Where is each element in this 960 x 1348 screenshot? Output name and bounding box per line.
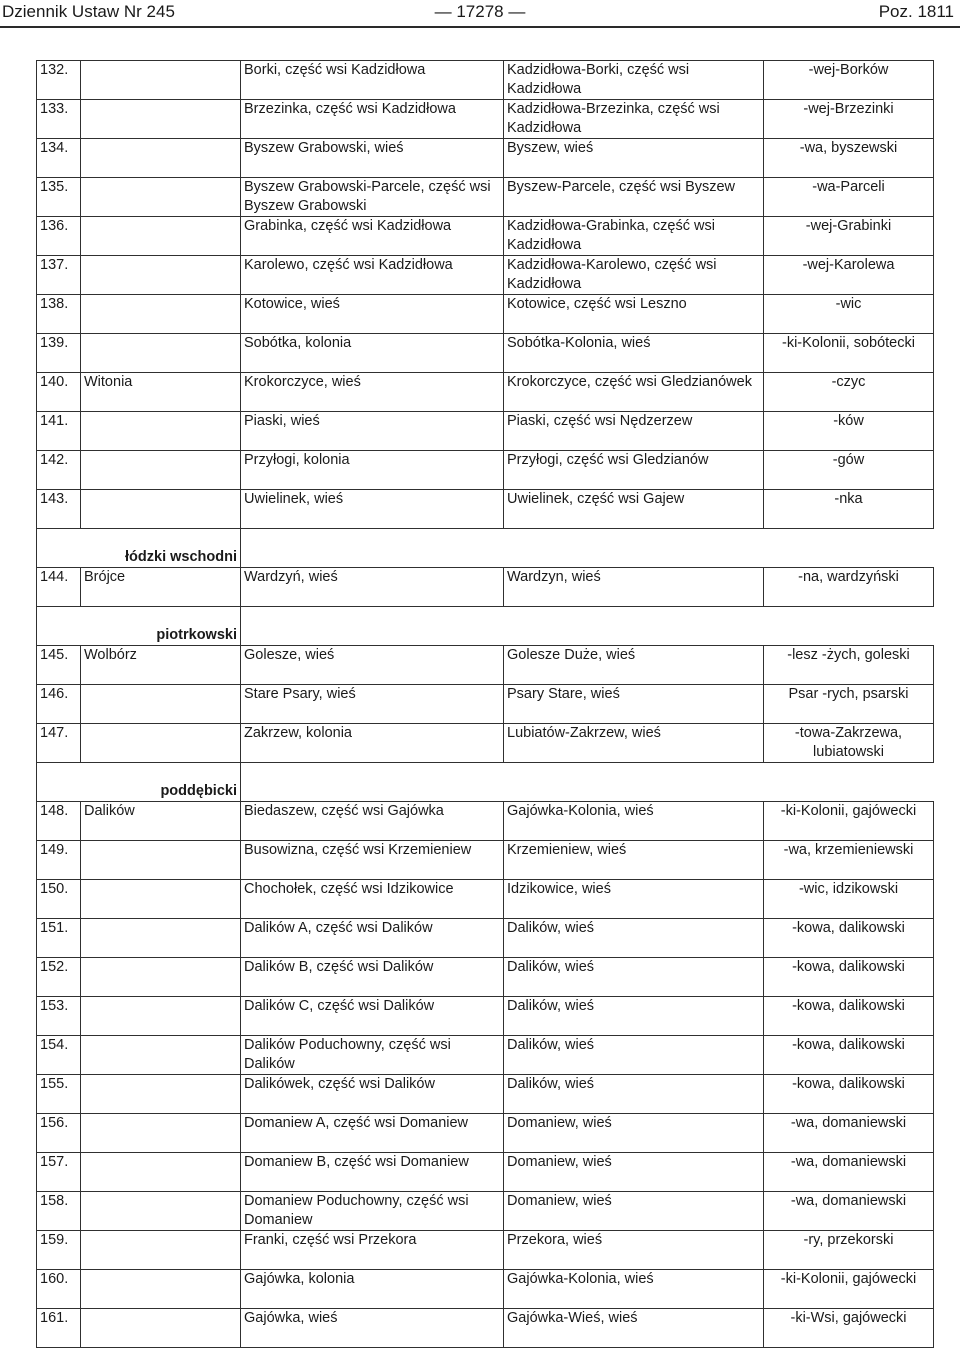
table-row	[37, 1192, 934, 1231]
suffix-cell: -lesz -żych, goleski	[764, 646, 934, 685]
municipality-cell	[81, 334, 241, 373]
old-name-cell: Busowizna, część wsi Krzemieniew	[241, 841, 504, 880]
suffix-cell: -kowa, dalikowski	[764, 958, 934, 997]
new-name-cell: Przyłogi, część wsi Gledzianów	[504, 451, 764, 490]
municipality-cell	[81, 841, 241, 880]
suffix-cell: -ki-Wsi, gajówecki	[764, 1309, 934, 1348]
suffix-cell: -kowa, dalikowski	[764, 1036, 934, 1075]
suffix-cell: -wej-Borków	[764, 61, 934, 100]
new-name-cell: Byszew-Parcele, część wsi Byszew	[504, 178, 764, 217]
municipality-cell	[81, 1114, 241, 1153]
row-number: 132.	[37, 61, 81, 100]
table-row	[37, 256, 934, 295]
row-number: 157.	[37, 1153, 81, 1192]
row-number: 143.	[37, 490, 81, 529]
section-fill	[241, 607, 934, 646]
municipality-cell	[81, 451, 241, 490]
municipality-cell	[81, 1153, 241, 1192]
old-name-cell: Domaniew B, część wsi Domaniew	[241, 1153, 504, 1192]
journal-title: Dziennik Ustaw Nr 245	[2, 2, 175, 21]
suffix-cell: -ki-Kolonii, gajówecki	[764, 802, 934, 841]
row-number: 145.	[37, 646, 81, 685]
section-row	[37, 529, 934, 568]
old-name-cell: Uwielinek, wieś	[241, 490, 504, 529]
row-number: 152.	[37, 958, 81, 997]
suffix-cell: -ki-Kolonii, sobótecki	[764, 334, 934, 373]
municipality-cell	[81, 139, 241, 178]
row-number: 137.	[37, 256, 81, 295]
municipality-cell	[81, 490, 241, 529]
suffix-cell: -wej-Brzezinki	[764, 100, 934, 139]
page-number: — 17278 —	[434, 2, 526, 21]
new-name-cell: Psary Stare, wieś	[504, 685, 764, 724]
new-name-cell: Domaniew, wieś	[504, 1192, 764, 1231]
row-number: 147.	[37, 724, 81, 763]
row-number: 151.	[37, 919, 81, 958]
suffix-cell: -wic	[764, 295, 934, 334]
table-row	[37, 919, 934, 958]
municipality-cell	[81, 1075, 241, 1114]
table-row	[37, 178, 934, 217]
old-name-cell: Zakrzew, kolonia	[241, 724, 504, 763]
table-row	[37, 451, 934, 490]
old-name-cell: Byszew Grabowski-Parcele, część wsi Byszew Grabowski	[241, 178, 504, 217]
municipality-cell: Witonia	[81, 373, 241, 412]
table-row	[37, 1036, 934, 1075]
table-row	[37, 412, 934, 451]
new-name-cell: Dalików, wieś	[504, 1036, 764, 1075]
old-name-cell: Sobótka, kolonia	[241, 334, 504, 373]
municipality-cell	[81, 958, 241, 997]
new-name-cell: Kadzidłowa-Karolewo, część wsi Kadzidłowa	[504, 256, 764, 295]
table-row	[37, 802, 934, 841]
row-number: 141.	[37, 412, 81, 451]
table-row	[37, 1309, 934, 1348]
row-number: 154.	[37, 1036, 81, 1075]
row-number: 149.	[37, 841, 81, 880]
municipality-cell: Brójce	[81, 568, 241, 607]
suffix-cell: -ry, przekorski	[764, 1231, 934, 1270]
row-number: 134.	[37, 139, 81, 178]
old-name-cell: Krokorczyce, wieś	[241, 373, 504, 412]
municipality-cell	[81, 295, 241, 334]
new-name-cell: Piaski, część wsi Nędzerzew	[504, 412, 764, 451]
suffix-cell: -wej-Karolewa	[764, 256, 934, 295]
new-name-cell: Kadzidłowa-Grabinka, część wsi Kadzidłowa	[504, 217, 764, 256]
old-name-cell: Golesze, wieś	[241, 646, 504, 685]
table-row	[37, 1114, 934, 1153]
old-name-cell: Domaniew A, część wsi Domaniew	[241, 1114, 504, 1153]
new-name-cell: Sobótka-Kolonia, wieś	[504, 334, 764, 373]
section-row	[37, 763, 934, 802]
table-row	[37, 334, 934, 373]
municipality-cell	[81, 1270, 241, 1309]
suffix-cell: -wa, byszewski	[764, 139, 934, 178]
table-row	[37, 724, 934, 763]
old-name-cell: Dalików Poduchowny, część wsi Dalików	[241, 1036, 504, 1075]
old-name-cell: Piaski, wieś	[241, 412, 504, 451]
old-name-cell: Stare Psary, wieś	[241, 685, 504, 724]
table-row	[37, 1231, 934, 1270]
suffix-cell: -na, wardzyński	[764, 568, 934, 607]
new-name-cell: Dalików, wieś	[504, 958, 764, 997]
section-fill	[241, 763, 934, 802]
municipality-cell	[81, 178, 241, 217]
row-number: 140.	[37, 373, 81, 412]
new-name-cell: Krzemieniew, wieś	[504, 841, 764, 880]
municipality-cell	[81, 1036, 241, 1075]
row-number: 135.	[37, 178, 81, 217]
suffix-cell: -gów	[764, 451, 934, 490]
old-name-cell: Dalików A, część wsi Dalików	[241, 919, 504, 958]
old-name-cell: Przyłogi, kolonia	[241, 451, 504, 490]
municipality-cell	[81, 61, 241, 100]
row-number: 146.	[37, 685, 81, 724]
municipality-cell	[81, 100, 241, 139]
row-number: 138.	[37, 295, 81, 334]
suffix-cell: -towa-Zakrzewa, lubiatowski	[764, 724, 934, 763]
table-row	[37, 646, 934, 685]
row-number: 133.	[37, 100, 81, 139]
old-name-cell: Kotowice, wieś	[241, 295, 504, 334]
section-row	[37, 607, 934, 646]
new-name-cell: Kadzidłowa-Brzezinka, część wsi Kadzidłowa	[504, 100, 764, 139]
suffix-cell: -wa, domaniewski	[764, 1114, 934, 1153]
old-name-cell: Biedaszew, część wsi Gajówka	[241, 802, 504, 841]
table-row	[37, 1270, 934, 1309]
new-name-cell: Lubiatów-Zakrzew, wieś	[504, 724, 764, 763]
municipality-cell	[81, 724, 241, 763]
row-number: 161.	[37, 1309, 81, 1348]
table-row	[37, 841, 934, 880]
suffix-cell: -kowa, dalikowski	[764, 997, 934, 1036]
table-body	[37, 61, 934, 1348]
row-number: 150.	[37, 880, 81, 919]
table-row	[37, 490, 934, 529]
new-name-cell: Domaniew, wieś	[504, 1153, 764, 1192]
new-name-cell: Golesze Duże, wieś	[504, 646, 764, 685]
old-name-cell: Domaniew Poduchowny, część wsi Domaniew	[241, 1192, 504, 1231]
old-name-cell: Brzezinka, część wsi Kadzidłowa	[241, 100, 504, 139]
old-name-cell: Dalików C, część wsi Dalików	[241, 997, 504, 1036]
old-name-cell: Borki, część wsi Kadzidłowa	[241, 61, 504, 100]
municipality-cell	[81, 919, 241, 958]
municipality-cell	[81, 1309, 241, 1348]
suffix-cell: Psar -rych, psarski	[764, 685, 934, 724]
table-row	[37, 685, 934, 724]
row-number: 148.	[37, 802, 81, 841]
locality-table	[36, 60, 934, 1348]
old-name-cell: Byszew Grabowski, wieś	[241, 139, 504, 178]
new-name-cell: Dalików, wieś	[504, 919, 764, 958]
table-row	[37, 61, 934, 100]
row-number: 158.	[37, 1192, 81, 1231]
suffix-cell: -wa, domaniewski	[764, 1153, 934, 1192]
table-row	[37, 997, 934, 1036]
municipality-cell: Dalików	[81, 802, 241, 841]
page-header	[0, 0, 960, 30]
suffix-cell: -wa, domaniewski	[764, 1192, 934, 1231]
suffix-cell: -czyc	[764, 373, 934, 412]
table-row	[37, 1153, 934, 1192]
new-name-cell: Kotowice, część wsi Leszno	[504, 295, 764, 334]
county-label: piotrkowski	[37, 607, 241, 646]
table-row	[37, 217, 934, 256]
old-name-cell: Grabinka, część wsi Kadzidłowa	[241, 217, 504, 256]
municipality-cell	[81, 1231, 241, 1270]
new-name-cell: Byszew, wieś	[504, 139, 764, 178]
row-number: 155.	[37, 1075, 81, 1114]
new-name-cell: Przekora, wieś	[504, 1231, 764, 1270]
suffix-cell: -wa-Parceli	[764, 178, 934, 217]
suffix-cell: -kowa, dalikowski	[764, 919, 934, 958]
section-fill	[241, 529, 934, 568]
row-number: 153.	[37, 997, 81, 1036]
new-name-cell: Uwielinek, część wsi Gajew	[504, 490, 764, 529]
old-name-cell: Karolewo, część wsi Kadzidłowa	[241, 256, 504, 295]
new-name-cell: Kadzidłowa-Borki, część wsi Kadzidłowa	[504, 61, 764, 100]
suffix-cell: -ki-Kolonii, gajówecki	[764, 1270, 934, 1309]
row-number: 142.	[37, 451, 81, 490]
new-name-cell: Idzikowice, wieś	[504, 880, 764, 919]
table-row	[37, 958, 934, 997]
table-row	[37, 568, 934, 607]
table-row	[37, 139, 934, 178]
new-name-cell: Dalików, wieś	[504, 997, 764, 1036]
municipality-cell	[81, 880, 241, 919]
municipality-cell	[81, 217, 241, 256]
new-name-cell: Gajówka-Kolonia, wieś	[504, 802, 764, 841]
row-number: 144.	[37, 568, 81, 607]
row-number: 139.	[37, 334, 81, 373]
new-name-cell: Gajówka-Kolonia, wieś	[504, 1270, 764, 1309]
new-name-cell: Domaniew, wieś	[504, 1114, 764, 1153]
municipality-cell	[81, 685, 241, 724]
old-name-cell: Wardzyń, wieś	[241, 568, 504, 607]
position-number: Poz. 1811	[878, 2, 954, 21]
table-row	[37, 295, 934, 334]
county-label: łódzki wschodni	[37, 529, 241, 568]
old-name-cell: Franki, część wsi Przekora	[241, 1231, 504, 1270]
table-row	[37, 100, 934, 139]
old-name-cell: Gajówka, kolonia	[241, 1270, 504, 1309]
municipality-cell	[81, 1192, 241, 1231]
header-rule	[0, 26, 960, 28]
old-name-cell: Dalikówek, część wsi Dalików	[241, 1075, 504, 1114]
suffix-cell: -wej-Grabinki	[764, 217, 934, 256]
new-name-cell: Krokorczyce, część wsi Gledzianówek	[504, 373, 764, 412]
county-label: poddębicki	[37, 763, 241, 802]
row-number: 159.	[37, 1231, 81, 1270]
suffix-cell: -nka	[764, 490, 934, 529]
suffix-cell: -wa, krzemieniewski	[764, 841, 934, 880]
municipality-cell	[81, 997, 241, 1036]
table-row	[37, 880, 934, 919]
row-number: 156.	[37, 1114, 81, 1153]
old-name-cell: Dalików B, część wsi Dalików	[241, 958, 504, 997]
old-name-cell: Gajówka, wieś	[241, 1309, 504, 1348]
suffix-cell: -ków	[764, 412, 934, 451]
table-row	[37, 1075, 934, 1114]
suffix-cell: -kowa, dalikowski	[764, 1075, 934, 1114]
municipality-cell	[81, 256, 241, 295]
new-name-cell: Dalików, wieś	[504, 1075, 764, 1114]
row-number: 136.	[37, 217, 81, 256]
table-row	[37, 373, 934, 412]
old-name-cell: Chochołek, część wsi Idzikowice	[241, 880, 504, 919]
municipality-cell: Wolbórz	[81, 646, 241, 685]
suffix-cell: -wic, idzikowski	[764, 880, 934, 919]
row-number: 160.	[37, 1270, 81, 1309]
municipality-cell	[81, 412, 241, 451]
new-name-cell: Gajówka-Wieś, wieś	[504, 1309, 764, 1348]
new-name-cell: Wardzyn, wieś	[504, 568, 764, 607]
